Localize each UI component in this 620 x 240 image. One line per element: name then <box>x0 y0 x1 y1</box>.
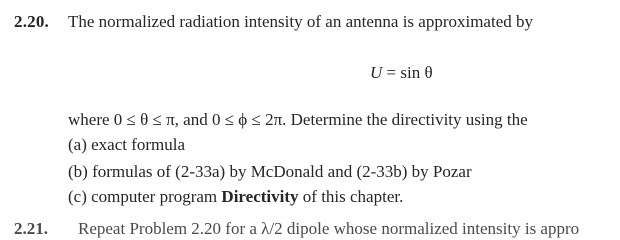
next-problem-number: 2.21. <box>14 219 48 238</box>
next-problem-partial <box>14 219 579 239</box>
part-c-suffix: of this chapter. <box>298 187 404 206</box>
part-c-prefix: (c) computer program <box>68 187 222 206</box>
equation-rhs: = sin θ <box>382 63 433 82</box>
where-line: where 0 ≤ θ ≤ π, and 0 ≤ ϕ ≤ 2π. Determine the directivity using the <box>68 110 528 129</box>
part-a: (a) exact formula <box>68 135 186 154</box>
part-b: (b) formulas of (2-33a) by McDonald and (2-33b) by Pozar <box>68 162 472 181</box>
problem-number: 2.20. <box>14 12 49 31</box>
equation <box>370 63 433 83</box>
part-c-bold: Directivity <box>221 187 299 206</box>
equation-lhs: U <box>370 63 383 82</box>
next-problem-text: Repeat Problem 2.20 for a λ/2 dipole whose normalized intensity is appro <box>78 219 580 238</box>
part-c <box>68 187 403 207</box>
problem-statement: The normalized radiation intensity of an antenna is approximated by <box>68 12 533 31</box>
